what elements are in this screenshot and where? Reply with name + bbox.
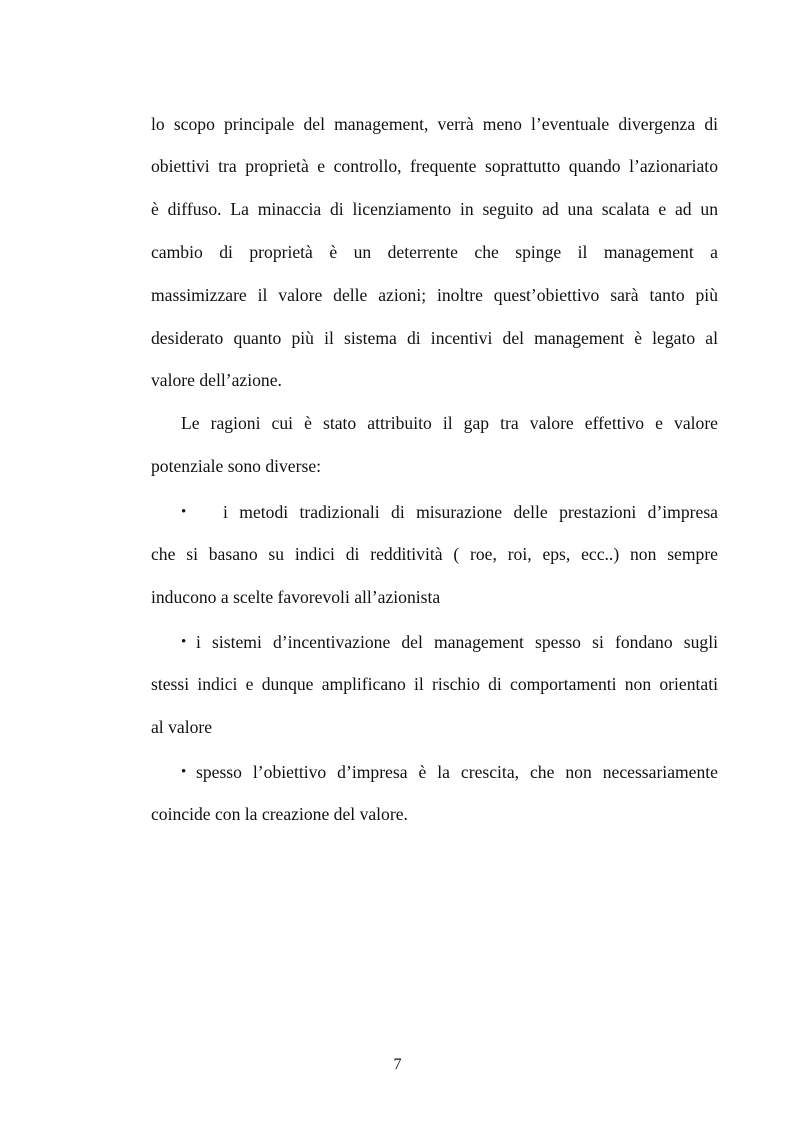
- bullet-1-marker: •: [181, 504, 187, 520]
- paragraph-1-line-6: desiderato quanto più il sistema di incentivi del management è legato al: [151, 328, 718, 348]
- bullet-2-line-3: al valore: [151, 717, 213, 737]
- bullet-2-line-2: stessi indici e dunque amplificano il rischio di comportamenti non orientati: [151, 674, 718, 694]
- bullet-1-line-3: inducono a scelte favorevoli all’azionista: [151, 587, 441, 607]
- paragraph-1-line-2: obiettivi tra proprietà e controllo, frequente soprattutto quando l’azionariato: [151, 156, 718, 176]
- bullet-1-line-2: che si basano su indici di redditività ( roe, roi, eps, ecc..) non sempre: [151, 544, 718, 564]
- paragraph-2-line-2: potenziale sono diverse:: [151, 456, 322, 476]
- bullet-1-line-1: i metodi tradizionali di misurazione delle prestazioni d’impresa: [223, 502, 718, 522]
- bullet-2-marker: •: [181, 634, 187, 650]
- paragraph-1-line-1: lo scopo principale del management, verrà meno l’eventuale divergenza di: [151, 114, 718, 134]
- paragraph-2-line-1: Le ragioni cui è stato attribuito il gap tra valore effettivo e valore: [181, 413, 718, 433]
- paragraph-1-line-4: cambio di proprietà è un deterrente che spinge il management a: [151, 242, 718, 262]
- bullet-3-marker: •: [181, 764, 187, 780]
- bullet-2-line-1: i sistemi d’incentivazione del management spesso si fondano sugli: [196, 632, 718, 652]
- bullet-3-line-2: coincide con la creazione del valore.: [151, 804, 408, 824]
- paragraph-1-line-7: valore dell’azione.: [151, 370, 282, 390]
- paragraph-1-line-3: è diffuso. La minaccia di licenziamento in seguito ad una scalata e ad un: [151, 199, 718, 219]
- paragraph-1-line-5: massimizzare il valore delle azioni; inoltre quest’obiettivo sarà tanto più: [151, 285, 718, 305]
- bullet-3-line-1: spesso l’obiettivo d’impresa è la crescita, che non necessariamente: [196, 762, 718, 782]
- page-number: 7: [393, 1056, 402, 1073]
